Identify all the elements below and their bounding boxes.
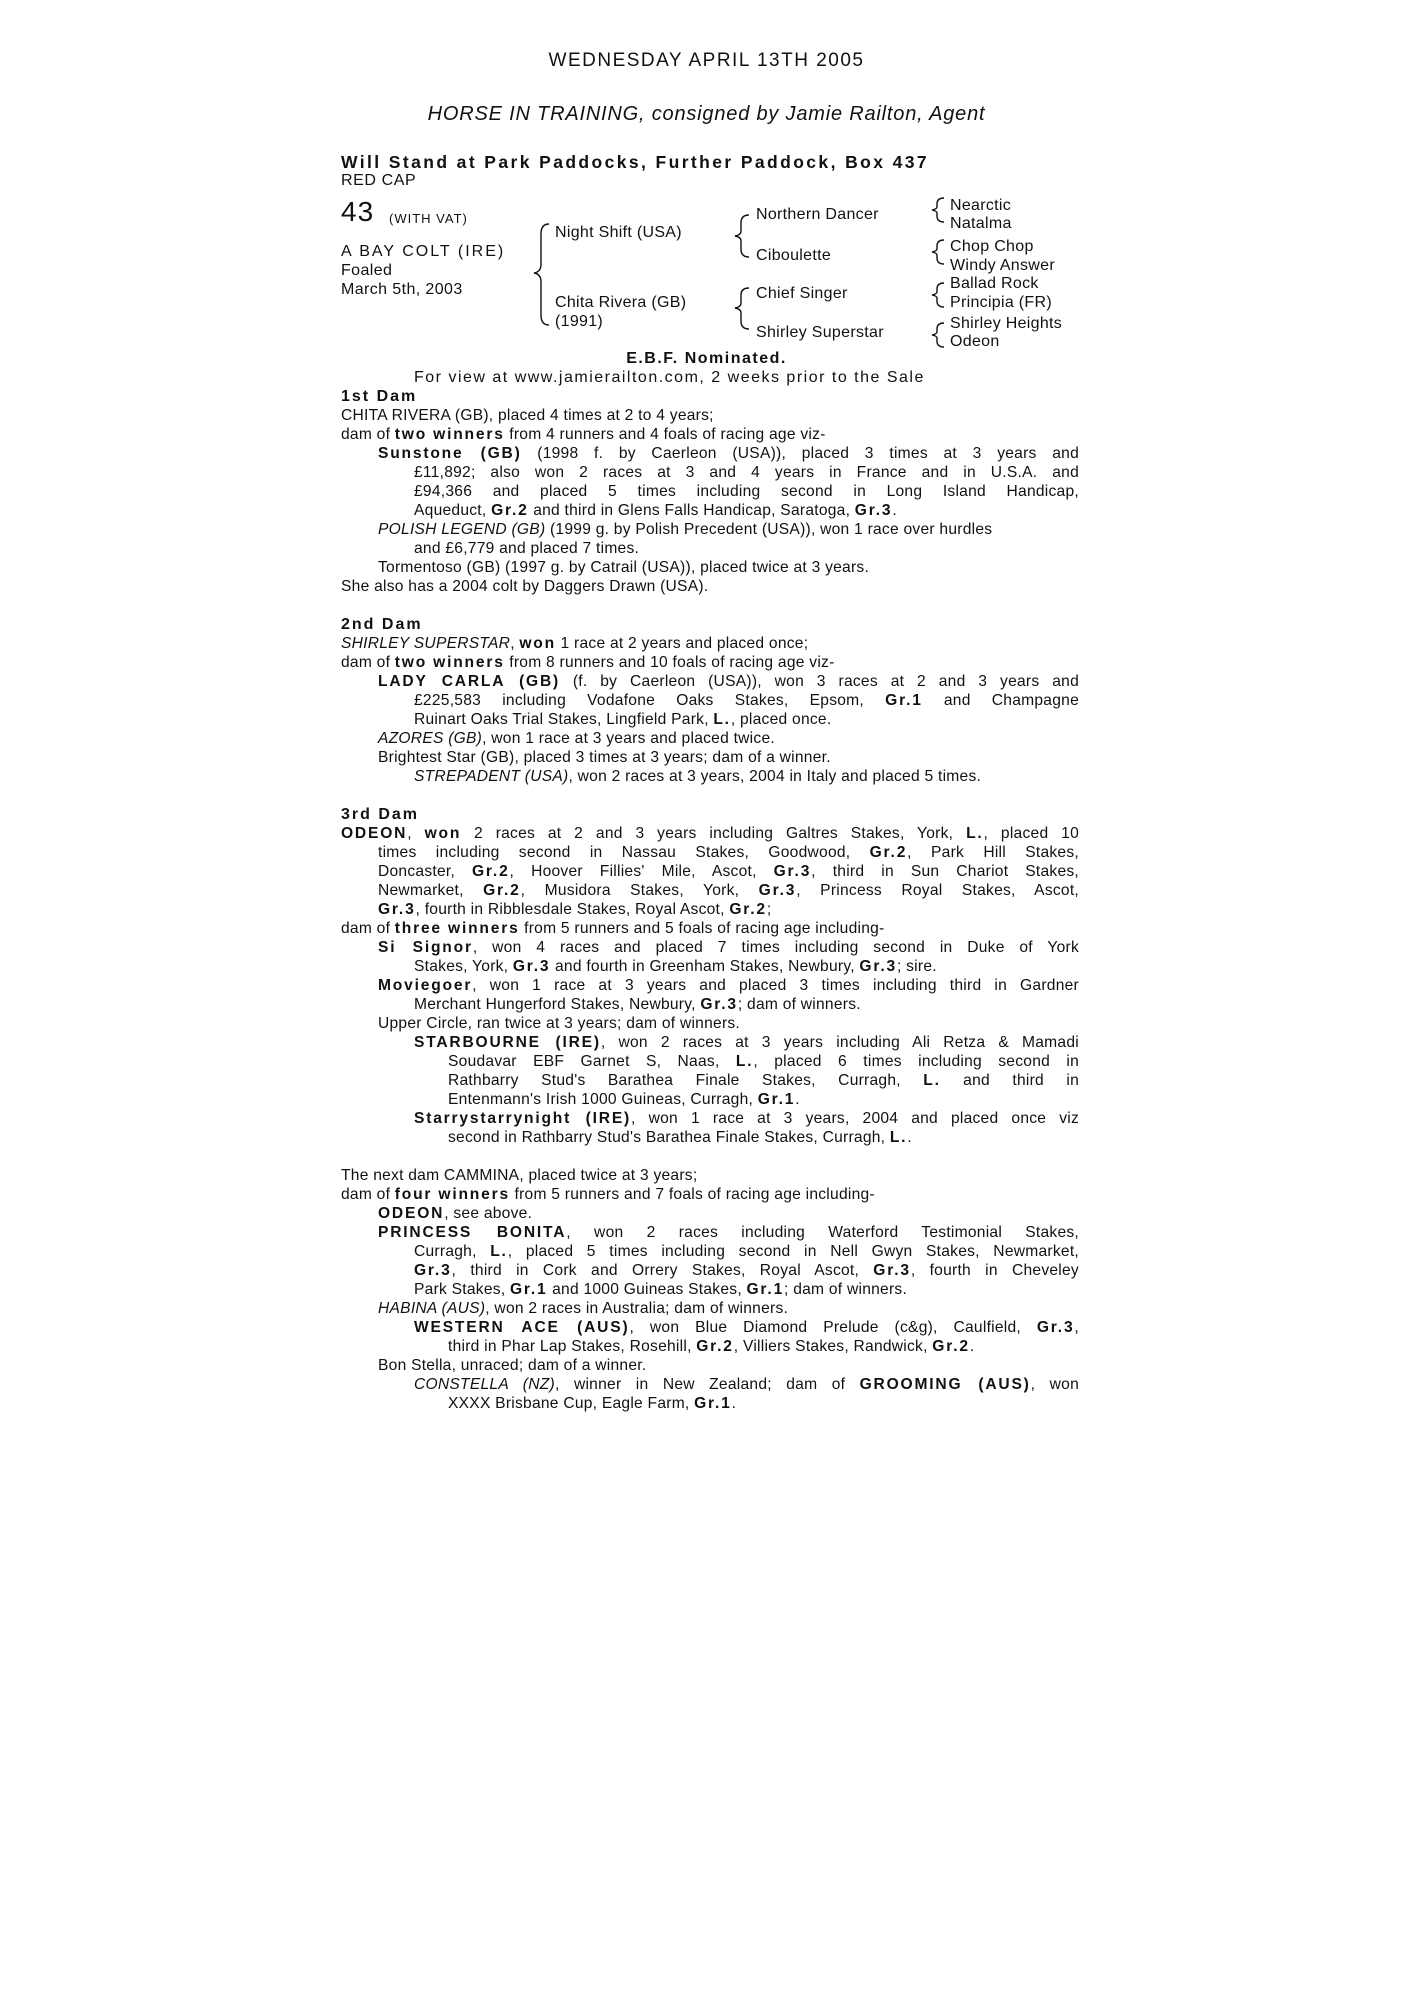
third-dam-title: 3rd Dam: [341, 806, 420, 823]
ped-ggp-3: Chop Chop: [950, 238, 1034, 255]
bon-stella-entry: Bon Stella, unraced; dam of a winner.: [378, 1357, 647, 1374]
horse-description: A BAY COLT (IRE): [341, 243, 506, 260]
consignment-heading: HORSE IN TRAINING, consigned by Jamie Railton, Agent: [427, 103, 986, 125]
starbourne-line-3: Rathbarry Stud's Barathea Finale Stakes, Curragh, L. and third in: [448, 1072, 1079, 1089]
ped-dam-dam: Shirley Superstar: [756, 324, 884, 341]
lady-carla-line-3: Ruinart Oaks Trial Stakes, Lingfield Park, L., placed once.: [414, 711, 832, 728]
brightest-star-entry: Brightest Star (GB), placed 3 times at 3 years; dam of a winner.: [378, 749, 831, 766]
tormentoso-entry: Tormentoso (GB) (1997 g. by Catrail (USA)), placed twice at 3 years.: [378, 559, 870, 576]
first-dam-title: 1st Dam: [341, 388, 418, 405]
si-signor-line-2: Stakes, York, Gr.3 and fourth in Greenham Stakes, Newbury, Gr.3; sire.: [414, 958, 937, 975]
odeon-line-4: Newmarket, Gr.2, Musidora Stakes, York, Gr.3, Princess Royal Stakes, Ascot,: [378, 882, 1079, 899]
ped-ggp-2: Natalma: [950, 215, 1012, 232]
ped-dam-year: (1991): [555, 313, 604, 330]
odeon-entry: ODEON, won 2 races at 2 and 3 years including Galtres Stakes, York, L., placed 10: [341, 825, 1080, 842]
ped-ggp-5: Ballad Rock: [950, 275, 1039, 292]
second-dam-line: SHIRLEY SUPERSTAR, won 1 race at 2 years and placed once;: [341, 635, 809, 652]
bracket-sd: [932, 240, 944, 264]
foaled-label: Foaled: [341, 262, 393, 279]
ped-ggp-8: Odeon: [950, 333, 1000, 350]
moviegoer-line-2: Merchant Hungerford Stakes, Newbury, Gr.3; dam of winners.: [414, 996, 861, 1013]
starrystarrynight-entry: Starrystarrynight (IRE), won 1 race at 3 years, 2004 and placed once viz: [414, 1110, 1079, 1127]
view-note: For view at www.jamierailton.com, 2 weeks prior to the Sale: [414, 369, 925, 386]
western-ace-line-2: third in Phar Lap Stakes, Rosehill, Gr.2, Villiers Stakes, Randwick, Gr.2.: [448, 1338, 975, 1355]
princess-bonita-line-4: Park Stakes, Gr.1 and 1000 Guineas Stakes, Gr.1; dam of winners.: [414, 1281, 908, 1298]
next-dam-line: The next dam CAMMINA, placed twice at 3 years;: [341, 1167, 698, 1184]
polish-legend-line-2: and £6,779 and placed 7 times.: [414, 540, 640, 557]
si-signor-entry: Si Signor, won 4 races and placed 7 times including second in Duke of York: [378, 939, 1079, 956]
western-ace-entry: WESTERN ACE (AUS), won Blue Diamond Prelude (c&g), Caulfield, Gr.3,: [414, 1319, 1080, 1336]
strepadent-entry: STREPADENT (USA), won 2 races at 3 years, 2004 in Italy and placed 5 times.: [414, 768, 982, 785]
stand-location: Will Stand at Park Paddocks, Further Paddock, Box 437: [341, 152, 930, 172]
sunstone-entry: Sunstone (GB) (1998 f. by Caerleon (USA)), placed 3 times at 3 years and: [378, 445, 1079, 462]
foaled-date: March 5th, 2003: [341, 281, 463, 298]
second-dam-produce: dam of two winners from 8 runners and 10 foals of racing age viz-: [341, 654, 835, 671]
ped-sire-dam: Ciboulette: [756, 247, 832, 264]
azores-entry: AZORES (GB), won 1 race at 3 years and placed twice.: [378, 730, 775, 747]
sunstone-line-3: £94,366 and placed 5 times including second in Long Island Handicap,: [414, 483, 1079, 500]
sunstone-line-2: £11,892; also won 2 races at 3 and 4 years in France and in U.S.A. and: [414, 464, 1079, 481]
starbourne-line-2: Soudavar EBF Garnet S, Naas, L., placed 6 times including second in: [448, 1053, 1079, 1070]
ped-ggp-6: Principia (FR): [950, 294, 1052, 311]
ped-dam-sire: Chief Singer: [756, 285, 848, 302]
first-dam-line: CHITA RIVERA (GB), placed 4 times at 2 to 4 years;: [341, 407, 714, 424]
also-has-line: She also has a 2004 colt by Daggers Drawn (USA).: [341, 578, 709, 595]
sunstone-line-4: Aqueduct, Gr.2 and third in Glens Falls Handicap, Saratoga, Gr.3.: [414, 502, 897, 519]
upper-circle-entry: Upper Circle, ran twice at 3 years; dam of winners.: [378, 1015, 741, 1032]
princess-bonita-line-3: Gr.3, third in Cork and Orrery Stakes, Royal Ascot, Gr.3, fourth in Cheveley: [414, 1262, 1079, 1279]
second-dam-title: 2nd Dam: [341, 616, 423, 633]
lady-carla-entry: LADY CARLA (GB) (f. by Caerleon (USA)), won 3 races at 2 and 3 years and: [378, 673, 1079, 690]
ped-sire-sire: Northern Dancer: [756, 206, 879, 223]
starrystarrynight-line-2: second in Rathbarry Stud's Barathea Finale Stakes, Curragh, L..: [448, 1129, 912, 1146]
bracket-main: [534, 224, 549, 325]
odeon-line-2: times including second in Nassau Stakes, Goodwood, Gr.2, Park Hill Stakes,: [378, 844, 1079, 861]
ped-ggp-1: Nearctic: [950, 197, 1012, 214]
bracket-sire: [735, 215, 749, 257]
lot-vat-note: (WITH VAT): [389, 211, 468, 226]
next-dam-produce: dam of four winners from 5 runners and 7 foals of racing age including-: [341, 1186, 875, 1203]
odeon-line-5: Gr.3, fourth in Ribblesdale Stakes, Royal Ascot, Gr.2;: [378, 901, 772, 918]
third-dam-produce: dam of three winners from 5 runners and 5 foals of racing age including-: [341, 920, 885, 937]
lady-carla-line-2: £225,583 including Vodafone Oaks Stakes, Epsom, Gr.1 and Champagne: [414, 692, 1079, 709]
constella-entry: CONSTELLA (NZ), winner in New Zealand; dam of GROOMING (AUS), won: [414, 1376, 1079, 1393]
princess-bonita-line-2: Curragh, L., placed 5 times including second in Nell Gwyn Stakes, Newmarket,: [414, 1243, 1079, 1260]
moviegoer-entry: Moviegoer, won 1 race at 3 years and placed 3 times including third in Gardner: [378, 977, 1079, 994]
bracket-ss: [932, 198, 944, 222]
polish-legend-entry: POLISH LEGEND (GB) (1999 g. by Polish Precedent (USA)), won 1 race over hurdles: [378, 521, 993, 538]
ped-dam: Chita Rivera (GB): [555, 294, 687, 311]
constella-line-2: XXXX Brisbane Cup, Eagle Farm, Gr.1.: [448, 1395, 737, 1412]
princess-bonita-entry: PRINCESS BONITA, won 2 races including Waterford Testimonial Stakes,: [378, 1224, 1079, 1241]
bracket-dam: [735, 288, 749, 329]
first-dam-produce: dam of two winners from 4 runners and 4 foals of racing age viz-: [341, 426, 826, 443]
ebf-nomination: E.B.F. Nominated.: [626, 350, 787, 367]
ped-sire: Night Shift (USA): [555, 224, 682, 241]
lot-number: 43: [341, 196, 375, 227]
ped-ggp-4: Windy Answer: [950, 257, 1055, 274]
starbourne-line-4: Entenmann's Irish 1000 Guineas, Curragh, Gr.1.: [448, 1091, 800, 1108]
starbourne-entry: STARBOURNE (IRE), won 2 races at 3 years including Ali Retza & Mamadi: [414, 1034, 1079, 1051]
cap-colour: RED CAP: [341, 172, 417, 189]
odeon-ref-entry: ODEON, see above.: [378, 1205, 533, 1222]
odeon-line-3: Doncaster, Gr.2, Hoover Fillies' Mile, Ascot, Gr.3, third in Sun Chariot Stakes,: [378, 863, 1079, 880]
bracket-dd: [932, 323, 944, 347]
habina-entry: HABINA (AUS), won 2 races in Australia; dam of winners.: [378, 1300, 789, 1317]
ped-ggp-7: Shirley Heights: [950, 315, 1063, 332]
sale-date-heading: WEDNESDAY APRIL 13TH 2005: [548, 50, 865, 71]
bracket-ds: [932, 283, 944, 307]
